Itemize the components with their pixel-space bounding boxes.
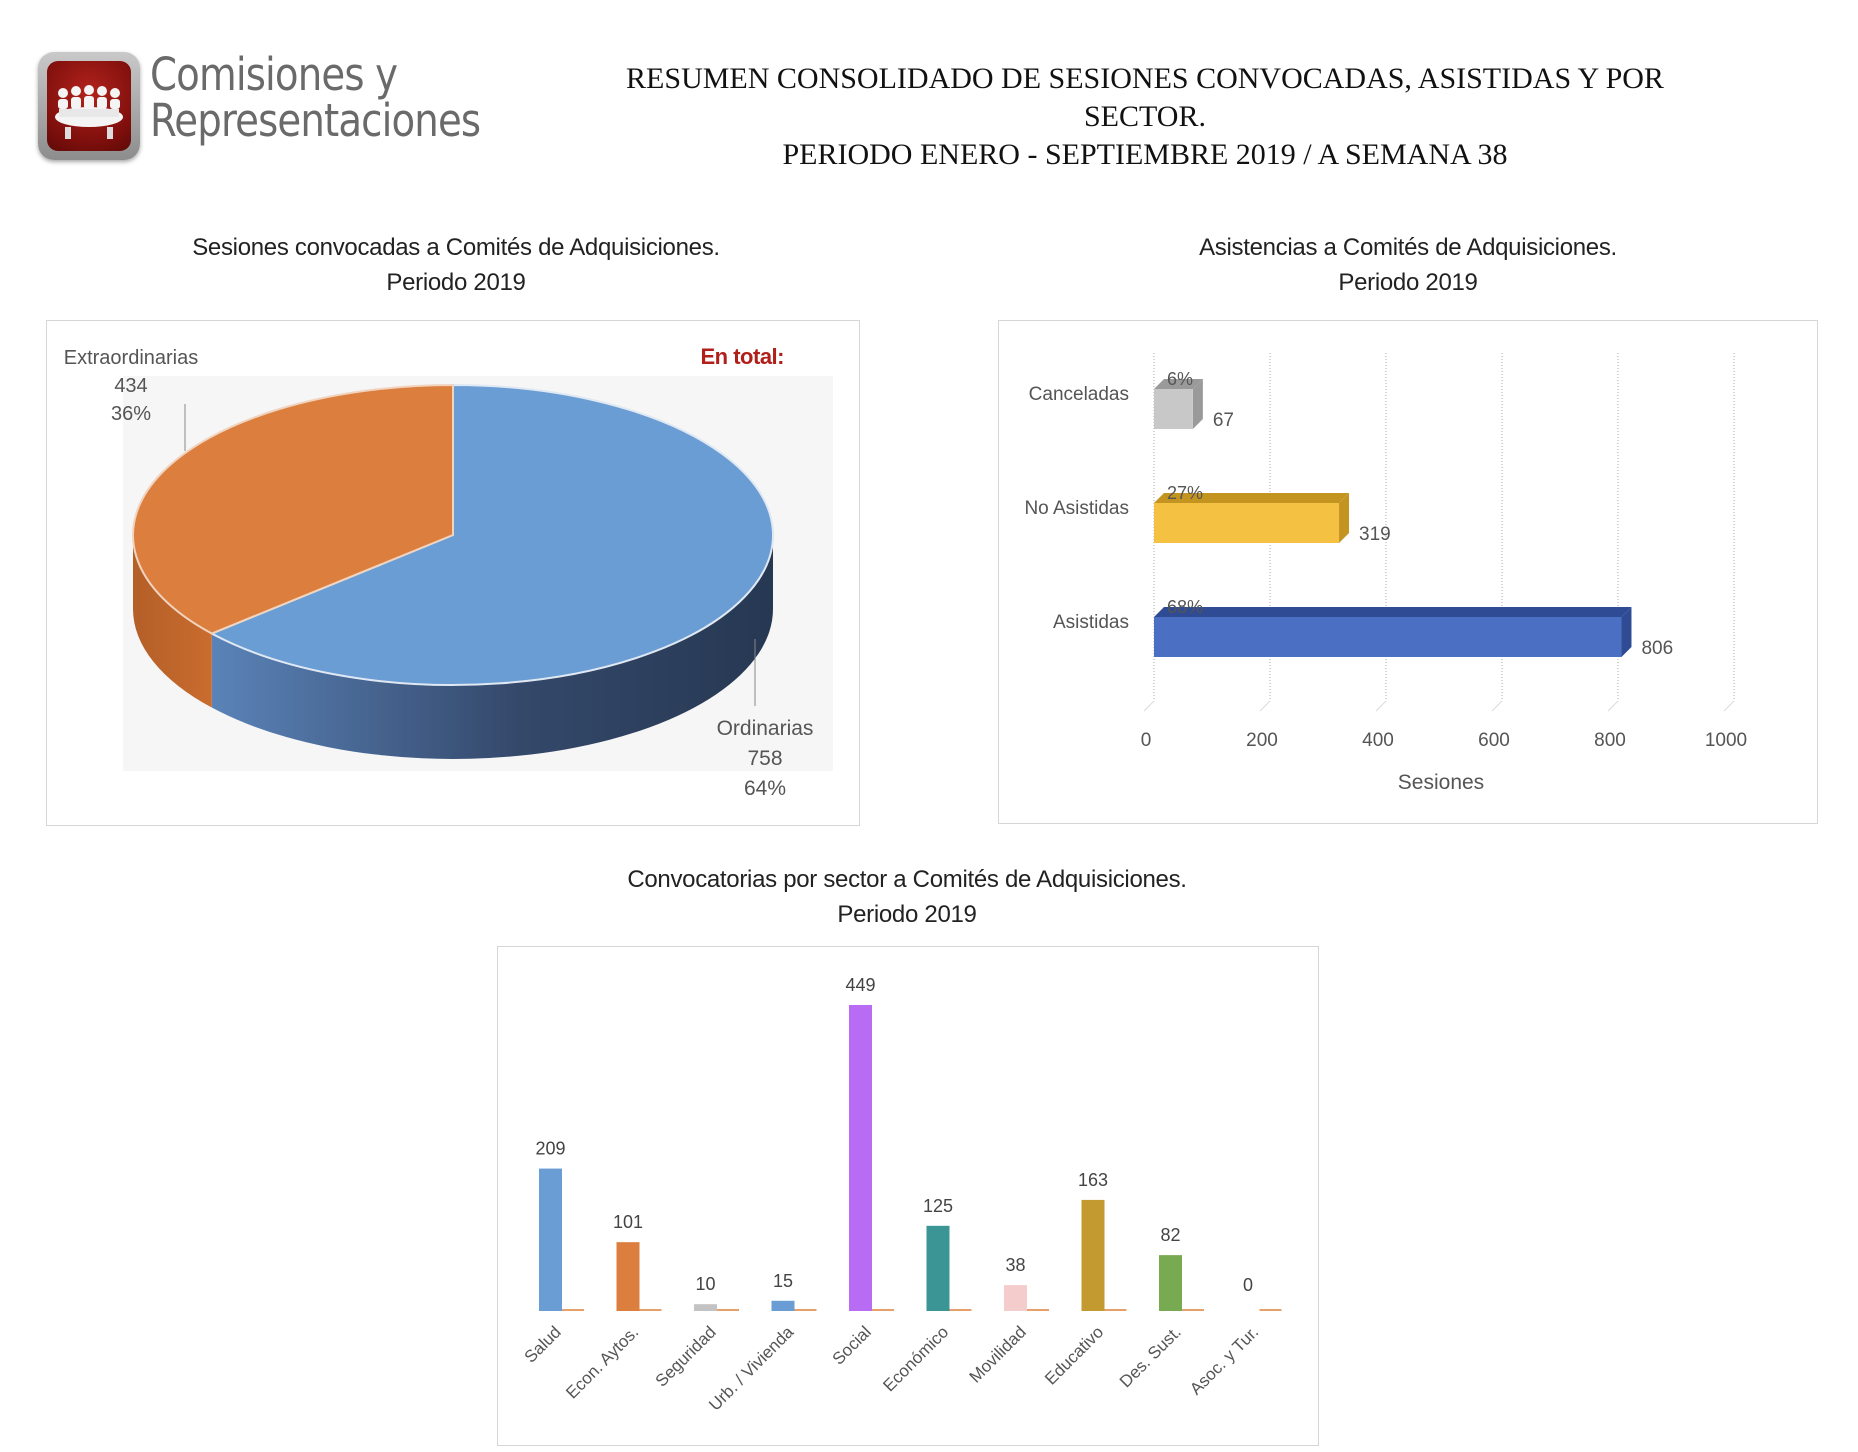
sector-bar[interactable] [1159, 1255, 1182, 1311]
pie-total-label: En total: [700, 344, 784, 369]
sector-value-label: 101 [612, 1212, 644, 1233]
attendance-chart-subtitle: Periodo 2019 [1338, 269, 1478, 296]
attendance-percent-label: 68% [1167, 597, 1204, 617]
sector-chart-subtitle: Periodo 2019 [837, 901, 977, 928]
attendance-floor-tick [1144, 701, 1154, 711]
attendance-value-label: 319 [1359, 524, 1391, 545]
logo-wordmark [150, 48, 481, 147]
report-title-line-3: PERIODO ENERO - SEPTIEMBRE 2019 / A SEMANA 38 [782, 138, 1508, 171]
sector-category-label: Social [828, 1322, 875, 1369]
sector-category-label: Seguridad [651, 1322, 720, 1391]
sector-chart-frame [497, 946, 1319, 1446]
attendance-chart-heading [998, 230, 1818, 300]
sector-value-label: 209 [535, 1138, 566, 1159]
attendance-xtick-label: 1000 [1704, 730, 1748, 751]
logo-icon [38, 52, 140, 160]
sector-category-label: Asoc. y Tur. [1186, 1322, 1263, 1399]
pie-label-ordinarias: Ordinarias [716, 717, 814, 740]
sector-chart-title: Convocatorias por sector a Comités de Adquisiciones. [627, 866, 1187, 893]
pie-chart-subtitle: Periodo 2019 [386, 269, 526, 296]
attendance-floor-tick [1260, 701, 1270, 711]
sector-bar[interactable] [539, 1169, 562, 1311]
sector-value-label: 125 [922, 1195, 954, 1216]
sector-category-label: Educativo [1041, 1322, 1108, 1389]
pie-chart [47, 321, 861, 827]
attendance-value-label: 67 [1212, 410, 1235, 431]
attendance-xtick-label: 400 [1362, 730, 1394, 751]
sector-value-label: 82 [1160, 1225, 1181, 1246]
sector-category-label: Movilidad [965, 1322, 1030, 1387]
attendance-xtick-label: 800 [1594, 730, 1626, 751]
attendance-bar-asistidas[interactable] [1154, 617, 1621, 657]
attendance-xtick-label: 0 [1140, 730, 1152, 751]
sector-chart-heading [497, 862, 1317, 932]
pie-value-ordinarias: 758 [747, 747, 783, 770]
attendance-chart-title: Asistencias a Comités de Adquisiciones. [1199, 234, 1617, 261]
sector-bar[interactable] [1082, 1200, 1105, 1311]
sector-category-label: Urb. / Vivienda [705, 1322, 798, 1415]
sector-bar[interactable] [849, 1005, 872, 1311]
sector-value-label: 15 [772, 1270, 794, 1291]
logo-line-1: Comisiones y [150, 48, 398, 101]
sector-category-label: Econ. Aytos. [562, 1322, 643, 1403]
sector-category-label: Des. Sust. [1115, 1322, 1185, 1392]
sector-category-label: Económico [879, 1322, 953, 1396]
pie-chart-frame [46, 320, 860, 826]
attendance-category-label: Asistidas [1052, 612, 1129, 633]
sector-bar[interactable] [772, 1301, 795, 1311]
pie-chart-title: Sesiones convocadas a Comités de Adquisiciones. [192, 234, 720, 261]
attendance-xtick-label: 600 [1478, 730, 1510, 751]
attendance-floor-tick [1608, 701, 1618, 711]
sector-value-label: 0 [1242, 1275, 1254, 1295]
attendance-category-label: No Asistidas [1024, 498, 1129, 519]
report-title [560, 60, 1730, 174]
sector-bar[interactable] [927, 1226, 950, 1311]
attendance-floor-tick [1492, 701, 1502, 711]
sector-bar[interactable] [1004, 1285, 1027, 1311]
pie-value-extraordinarias: 434 [114, 375, 148, 397]
report-title-line-2: SECTOR. [1084, 100, 1206, 133]
sector-bar[interactable] [694, 1304, 717, 1311]
pie-chart-heading [46, 230, 866, 300]
attendance-percent-label: 27% [1167, 483, 1204, 503]
attendance-bar-canceladas[interactable] [1154, 389, 1193, 429]
attendance-value-label: 806 [1641, 638, 1674, 659]
sector-category-label: Salud [520, 1322, 565, 1367]
attendance-category-label: Canceladas [1028, 384, 1129, 405]
pie-percent-extraordinarias: 36% [110, 403, 152, 425]
sector-value-label: 10 [695, 1274, 716, 1295]
attendance-percent-label: 6% [1167, 369, 1194, 389]
report-title-line-1: RESUMEN CONSOLIDADO DE SESIONES CONVOCADAS, ASISTIDAS Y POR [626, 62, 1664, 95]
pie-percent-ordinarias: 64% [743, 777, 787, 800]
attendance-bar-top [1154, 607, 1631, 617]
attendance-xtick-label: 200 [1246, 730, 1278, 751]
pie-label-extraordinarias: Extraordinarias [63, 347, 199, 369]
sector-bar[interactable] [617, 1242, 640, 1311]
attendance-chart-frame [998, 320, 1818, 824]
sector-value-label: 38 [1005, 1255, 1026, 1276]
attendance-xlabel: Sesiones [1397, 771, 1485, 794]
attendance-chart [999, 321, 1819, 825]
attendance-floor-tick [1376, 701, 1386, 711]
sector-chart [498, 947, 1320, 1447]
sector-value-label: 449 [845, 975, 876, 995]
sector-value-label: 163 [1077, 1169, 1109, 1190]
attendance-bar-no-asistidas[interactable] [1154, 503, 1339, 543]
attendance-floor-tick [1724, 701, 1734, 711]
logo-line-2: Representaciones [150, 94, 481, 147]
